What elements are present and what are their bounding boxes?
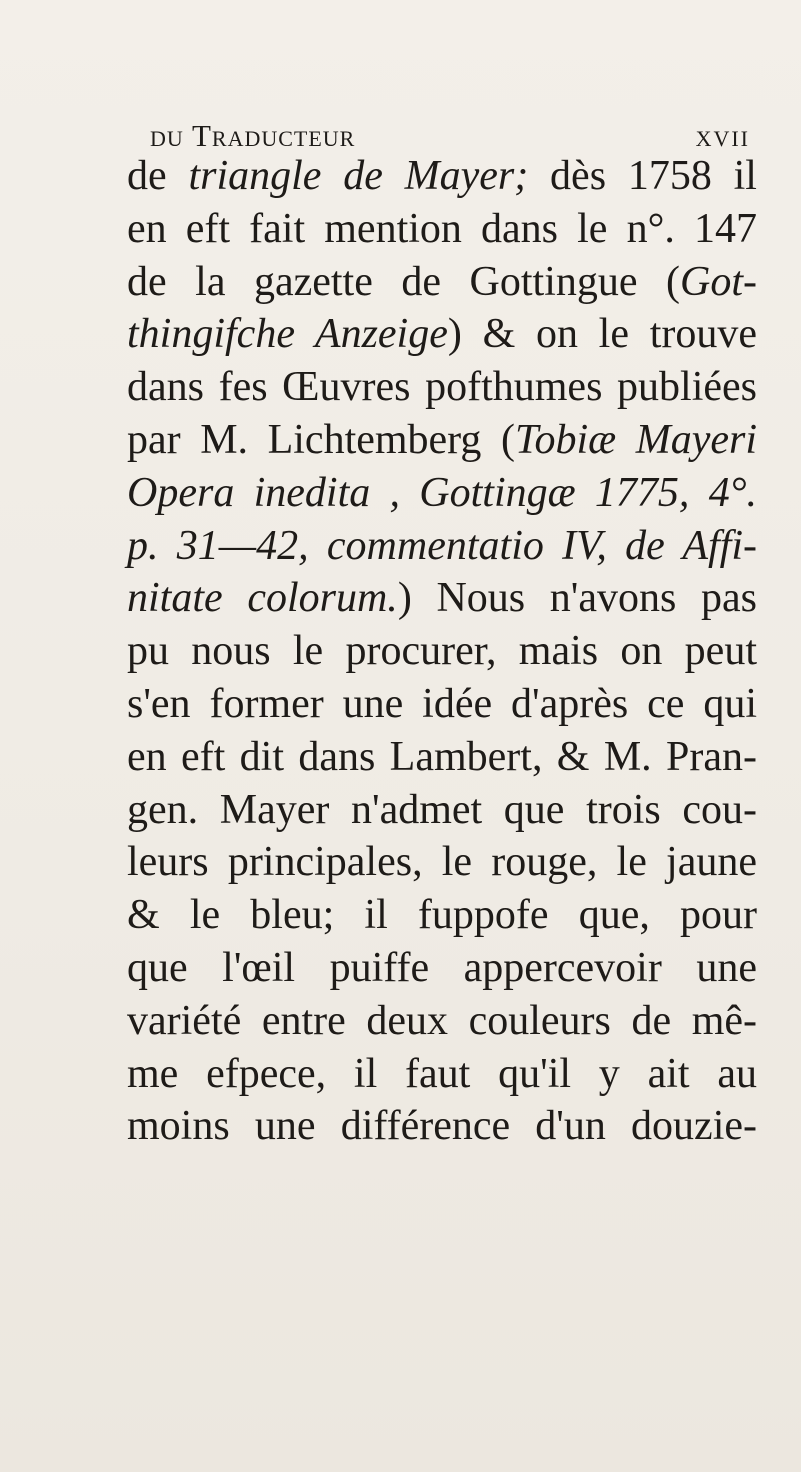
text-line <box>127 784 757 837</box>
text-line <box>127 467 757 520</box>
text-line <box>127 625 757 678</box>
roman-text: dès 1758 il <box>528 153 757 199</box>
roman-text: s'en former une idée d'après ce qui <box>127 680 757 727</box>
text-line <box>127 1048 757 1101</box>
roman-text: variété entre deux couleurs de mê- <box>127 997 757 1044</box>
italic-text: Tobiæ Mayeri <box>514 416 757 463</box>
text-line <box>127 572 757 625</box>
text-line <box>127 836 757 889</box>
italic-text: Opera inedita , Gottingæ 1775, 4°. <box>127 469 757 516</box>
text-line <box>127 308 757 361</box>
text-line <box>127 150 757 203</box>
roman-text: de la gazette de Gottingue ( <box>127 258 680 305</box>
running-title: du Traducteur <box>150 118 356 153</box>
text-line <box>127 731 757 784</box>
roman-text: moins une différence d'un douzie- <box>127 1103 757 1150</box>
text-line <box>127 203 757 256</box>
text-line <box>127 361 757 414</box>
roman-text: dans fes Œuvres pofthumes publiées <box>127 364 757 411</box>
text-line <box>127 414 757 467</box>
roman-text: que l'œil puiffe appercevoir une <box>127 944 757 991</box>
roman-text: me efpece, il faut qu'il y ait au <box>127 1050 757 1097</box>
text-line <box>127 942 757 995</box>
page-number: xvii <box>695 118 750 153</box>
text-line <box>127 889 757 942</box>
italic-text: Got- <box>680 258 757 305</box>
italic-text: triangle de Mayer; <box>188 153 529 199</box>
roman-text: gen. Mayer n'admet que trois cou- <box>127 786 757 833</box>
roman-text: par M. Lichtemberg ( <box>127 416 515 463</box>
body-text <box>127 150 757 1153</box>
roman-text: leurs principales, le rouge, le jaune <box>127 839 757 886</box>
italic-text: p. 31—42, commentatio IV, de Affi- <box>127 522 757 569</box>
text-line <box>127 520 757 573</box>
text-line <box>127 678 757 731</box>
roman-text: en eft dit dans Lambert, & M. Pran- <box>127 733 757 780</box>
text-line <box>127 1100 757 1153</box>
roman-text: & le bleu; il fuppofe que, pour <box>127 892 757 939</box>
italic-text: nitate colorum. <box>127 575 398 622</box>
italic-text: thingifche Anzeige <box>127 311 448 358</box>
text-line <box>127 256 757 309</box>
roman-text: ) Nous n'avons pas <box>397 575 758 622</box>
text-line <box>127 995 757 1048</box>
roman-text: ) & on le trouve <box>447 311 758 358</box>
roman-text: de <box>127 153 189 199</box>
roman-text: en eft fait mention dans le n°. 147 <box>127 205 757 252</box>
roman-text: pu nous le procurer, mais on peut <box>127 628 757 675</box>
